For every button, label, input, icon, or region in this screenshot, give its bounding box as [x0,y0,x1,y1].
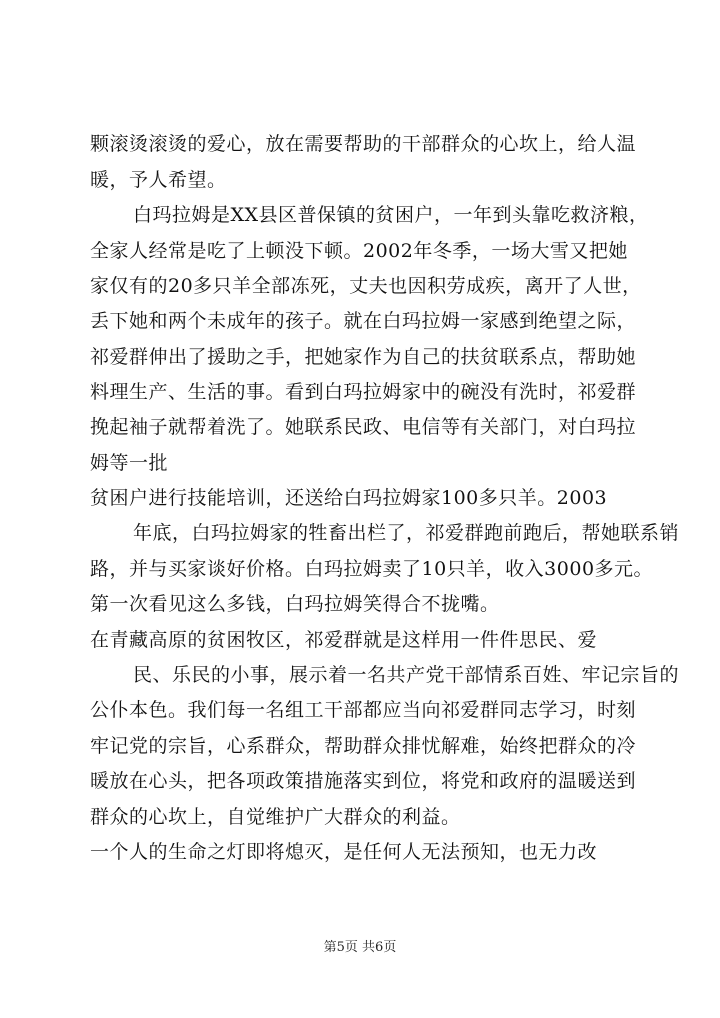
text-line: 第一次看见这么多钱，白玛拉姆笑得合不拢嘴。 [90,593,500,615]
text-line: 全家人经常是吃了上顿没下顿。2002年冬季，一场大雪又把她 [90,240,628,262]
text-line: 暖放在心头，把各项政策措施落实到位，将党和政府的温暖送到 [90,770,637,792]
text-line: 祁爱群伸出了援助之手，把她家作为自己的扶贫联系点，帮助她 [90,346,637,368]
text-line: 牢记党的宗旨，心系群众，帮助群众排忧解难，始终把群众的冷 [90,735,637,757]
text-line: 一个人的生命之灯即将熄灭，是任何人无法预知，也无力改 [90,841,598,863]
text-line: 料理生产、生活的事。看到白玛拉姆家中的碗没有洗时，祁爱群 [90,381,637,403]
text-line: 公仆本色。我们每一名组工干部都应当向祁爱群同志学习，时刻 [90,699,637,721]
text-line: 颗滚烫滚烫的爱心，放在需要帮助的干部群众的心坎上，给人温 [90,133,637,155]
text-line: 白玛拉姆是XX县区普保镇的贫困户，一年到头靠吃救济粮， [133,204,649,226]
text-line: 年底，白玛拉姆家的牲畜出栏了，祁爱群跑前跑后，帮她联系销 [133,522,680,544]
text-line: 群众的心坎上，自觉维护广大群众的利益。 [90,806,461,828]
text-line: 挽起袖子就帮着洗了。她联系民政、电信等有关部门，对白玛拉 [90,416,637,438]
text-line: 在青藏高原的贫困牧区，祁爱群就是这样用一件件思民、爱 [90,629,598,651]
text-line: 路，并与买家谈好价格。白玛拉姆卖了10只羊，收入3000多元。 [90,558,654,580]
text-line: 姆等一批 [90,452,169,474]
text-line: 丢下她和两个未成年的孩子。就在白玛拉姆一家感到绝望之际， [90,310,637,332]
text-line: 民、乐民的小事，展示着一名共产党干部情系百姓、牢记宗旨的 [133,664,680,686]
text-line: 暖，予人希望。 [90,169,227,191]
page-footer: 第5页 共6页 [323,940,397,955]
text-line: 家仅有的20多只羊全部冻死，丈夫也因积劳成疾，离开了人世， [90,275,642,297]
text-line: 贫困户进行技能培训，还送给白玛拉姆家100多只羊。2003 [90,487,608,509]
